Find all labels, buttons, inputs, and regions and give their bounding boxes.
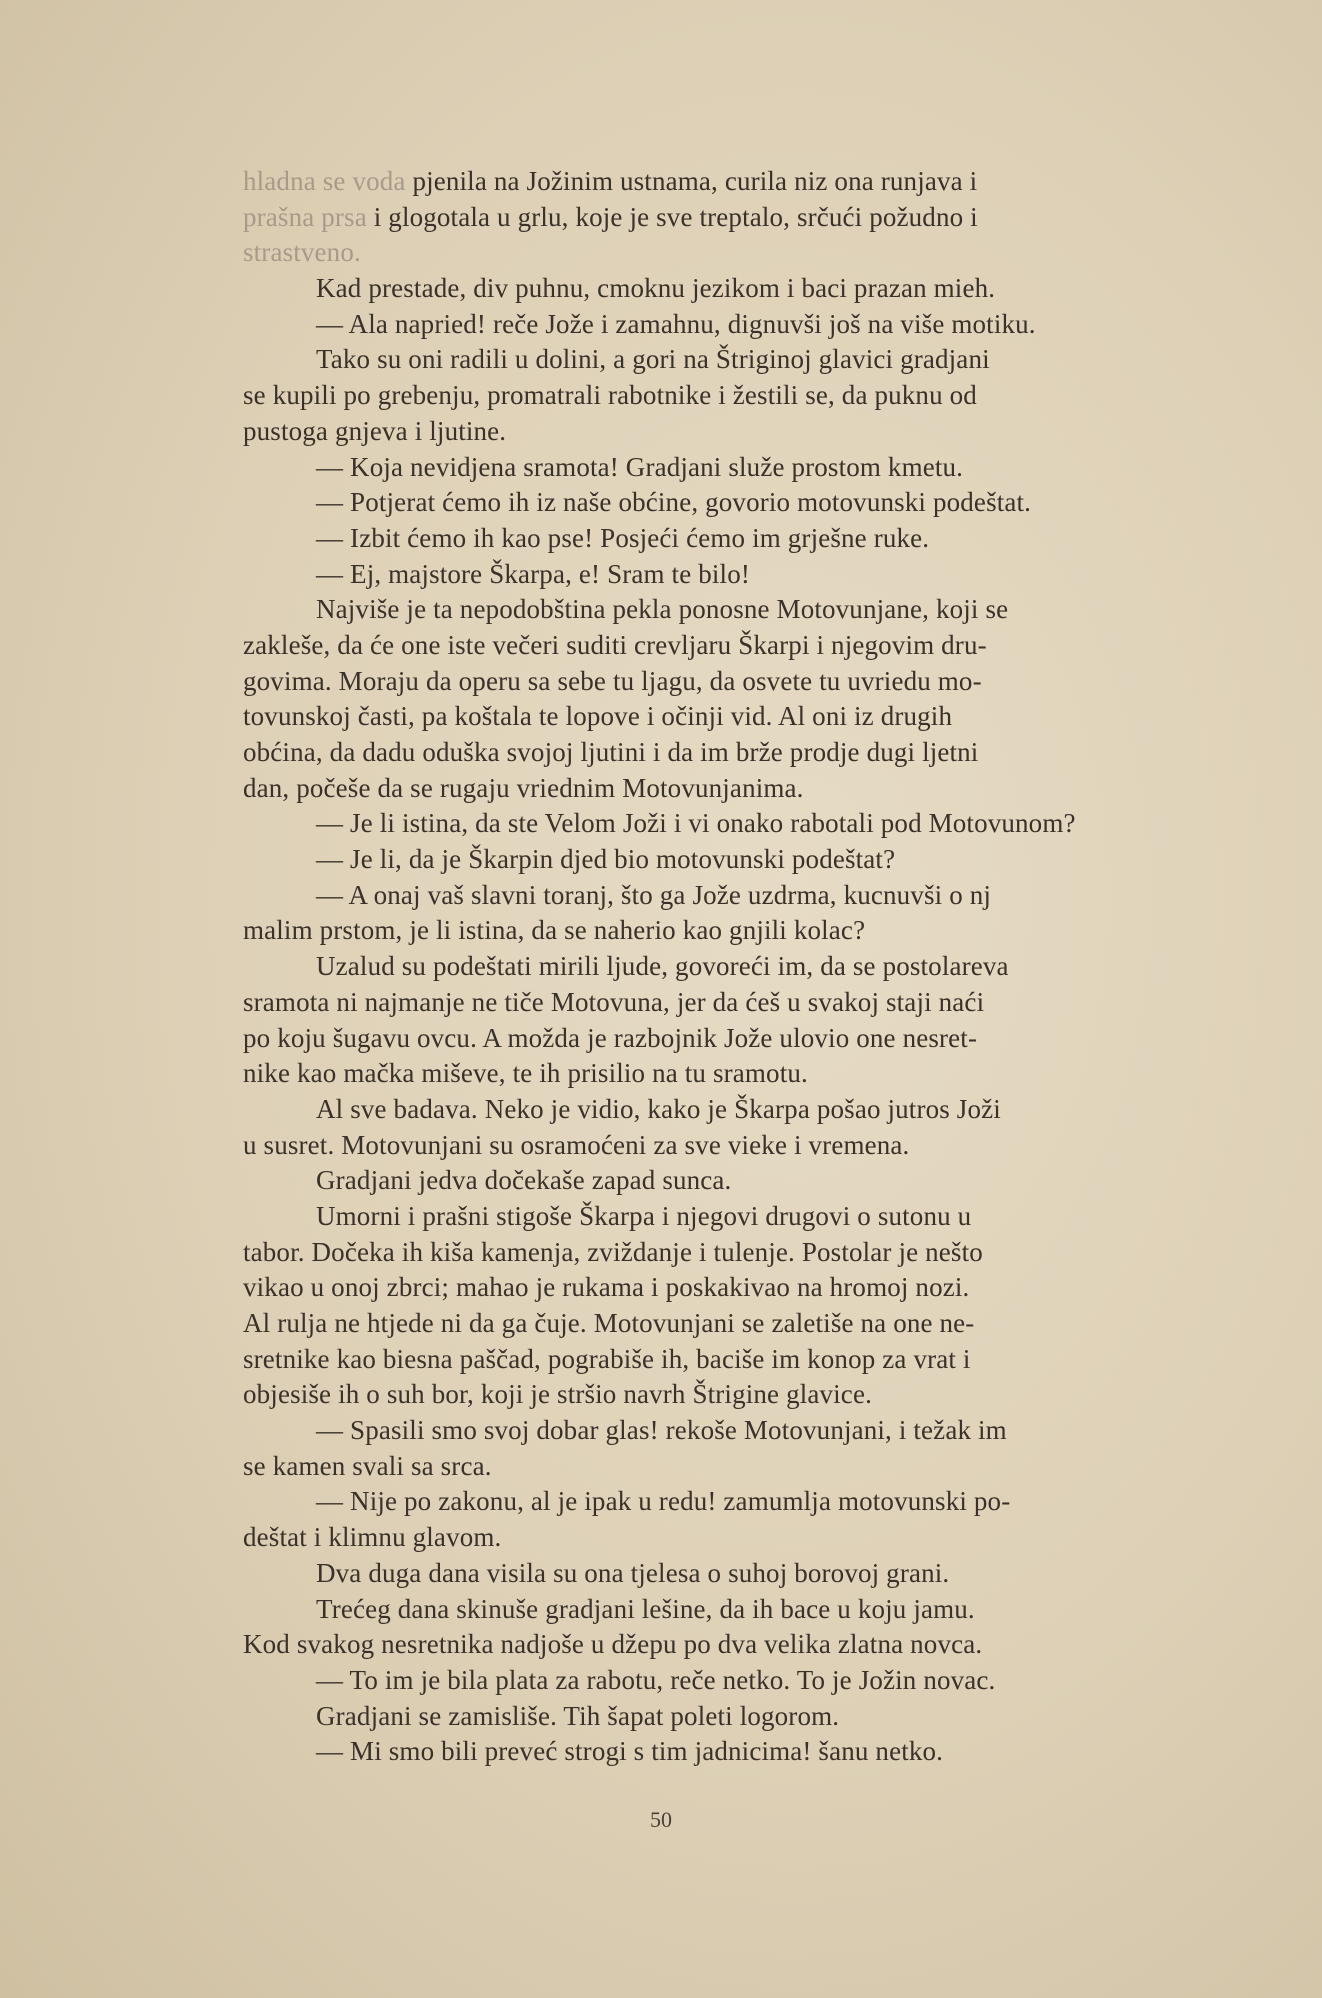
line-text: Uzalud su podeštati mirili ljude, govoreći im, da se postolareva: [316, 951, 1009, 982]
text-line: [243, 200, 1163, 236]
line-text: tovunskoj časti, pa koštala te lopove i očinji vid. Al oni iz drugih: [243, 701, 953, 732]
text-line: [243, 307, 1163, 343]
text-line: [243, 1627, 1163, 1663]
text-line: [243, 1342, 1163, 1378]
text-line: [243, 485, 1163, 521]
line-text: — Je li, da je Škarpin djed bio motovunski podeštat?: [316, 844, 896, 875]
faded-text: hladna se voda: [243, 166, 406, 196]
line-text: obćina, da dadu oduška svojoj ljutini i da im brže prodje dugi ljetni: [243, 737, 979, 767]
faded-text: strastveno.: [243, 237, 361, 268]
page-number: 50: [650, 1807, 672, 1832]
text-line: [243, 164, 1163, 200]
line-text: Al rulja ne htjede ni da ga čuje. Motovunjani se zaletiše na one ne-: [243, 1308, 975, 1338]
text-line: [243, 1163, 1163, 1199]
line-text: malim prstom, je li istina, da se naherio kao gnjili kolac?: [243, 915, 866, 946]
line-text: Gradjani se zamisliše. Tih šapat poleti logorom.: [316, 1700, 840, 1731]
text-line: [243, 342, 1163, 378]
text-line: [243, 985, 1163, 1021]
line-text: Dva duga dana visila su ona tjelesa o suhoj borovoj grani.: [316, 1557, 950, 1588]
text-line: [243, 878, 1163, 914]
line-text: — Izbit ćemo ih kao pse! Posjeći ćemo im grješne ruke.: [316, 522, 930, 553]
line-text: pjenila na Jožinim ustnama, curila niz ona runjava i: [405, 166, 978, 196]
line-text: se kupili po grebenju, promatrali rabotnike i žestili se, da puknu od: [243, 380, 977, 411]
line-text: Al sve badava. Neko je vidio, kako je Škarpa pošao jutros Joži: [316, 1093, 1001, 1124]
line-text: govima. Moraju da operu sa sebe tu ljagu, da osvete tu uvriedu mo-: [243, 665, 982, 696]
line-text: Umorni i prašni stigoše Škarpa i njegovi drugovi o sutonu u: [316, 1200, 972, 1231]
text-line: [243, 1021, 1163, 1057]
line-text: — A onaj vaš slavni toranj, što ga Jože uzdrma, kucnuvši o nj: [316, 879, 992, 910]
line-text: Najviše je ta nepodobština pekla ponosne Motovunjane, koji se: [316, 594, 1009, 625]
text-line: [243, 699, 1163, 735]
text-line: [243, 271, 1163, 307]
text-line: [243, 1663, 1163, 1699]
line-text: — Je li istina, da ste Velom Joži i vi onako rabotali pod Motovunom?: [316, 808, 1076, 839]
text-line: [243, 1449, 1163, 1485]
line-text: Trećeg dana skinuše gradjani lešine, da ih bace u koju jamu.: [316, 1593, 975, 1624]
text-line: [243, 1556, 1163, 1592]
line-text: se kamen svali sa srca.: [243, 1450, 492, 1481]
text-line: [243, 1235, 1163, 1271]
text-line: [243, 557, 1163, 593]
text-line: [243, 771, 1163, 807]
text-line: [243, 1413, 1163, 1449]
text-line: [243, 949, 1163, 985]
line-text: zakleše, da će one iste večeri suditi crevljaru Škarpi i njegovim dru-: [243, 629, 987, 660]
line-text: — To im je bila plata za rabotu, reče netko. To je Jožin novac.: [316, 1664, 996, 1695]
text-line: [243, 521, 1163, 557]
text-line: [243, 414, 1163, 450]
text-line: [243, 842, 1163, 878]
line-text: Gradjani jedva dočekaše zapad sunca.: [316, 1165, 732, 1196]
line-text: — Spasili smo svoj dobar glas! rekoše Motovunjani, i težak im: [316, 1415, 1007, 1446]
line-text: — Ala napried! reče Jože i zamahnu, dignuvši još na više motiku.: [316, 308, 1036, 339]
line-text: sramota ni najmanje ne tiče Motovuna, jer da ćeš u svakoj staji naći: [243, 986, 985, 1017]
line-text: objesiše ih o suh bor, koji je stršio navrh Štrigine glavice.: [243, 1379, 872, 1410]
line-text: pustoga gnjeva i ljutine.: [243, 415, 507, 446]
text-line: [243, 450, 1163, 486]
text-line: [243, 1128, 1163, 1164]
text-line: [243, 1306, 1163, 1342]
text-line: [243, 592, 1163, 628]
faded-text: prašna prsa: [243, 201, 367, 232]
line-text: sretnike kao biesna paščad, pograbiše ih, baciše im konop za vrat i: [243, 1343, 971, 1374]
line-text: — Ej, majstore Škarpa, e! Sram te bilo!: [316, 558, 750, 589]
text-line: [243, 1056, 1163, 1092]
text-line: [243, 664, 1163, 700]
text-line: [243, 1484, 1163, 1520]
line-text: i glogotala u grlu, koje je sve treptalo, srčući požudno i: [366, 201, 978, 232]
text-line: [243, 235, 1163, 271]
line-text: — Koja nevidjena sramota! Gradjani služe prostom kmetu.: [316, 451, 964, 482]
line-text: u susret. Motovunjani su osramoćeni za sve vieke i vremena.: [243, 1129, 910, 1160]
line-text: po koju šugavu ovcu. A možda je razbojnik Jože ulovio one nesret-: [243, 1022, 978, 1053]
text-line: [243, 628, 1163, 664]
text-line: [243, 806, 1163, 842]
text-line: [243, 1699, 1163, 1735]
line-text: — Nije po zakonu, al je ipak u redu! zamumlja motovunski po-: [316, 1486, 1011, 1517]
text-line: [243, 1270, 1163, 1306]
line-text: nike kao mačka miševe, te ih prisilio na tu sramotu.: [243, 1058, 808, 1089]
text-line: [243, 735, 1163, 771]
line-text: vikao u onoj zbrci; mahao je rukama i poskakivao na hromoj nozi.: [243, 1272, 970, 1303]
text-line: [243, 1592, 1163, 1628]
text-line: [243, 913, 1163, 949]
text-line: [243, 1520, 1163, 1556]
line-text: deštat i klimnu glavom.: [243, 1522, 502, 1553]
line-text: dan, počeše da se rugaju vriednim Motovunjanima.: [243, 772, 804, 803]
line-text: — Potjerat ćemo ih iz naše obćine, govorio motovunski podeštat.: [316, 487, 1032, 518]
text-line: [243, 1092, 1163, 1128]
body-text: [243, 164, 1163, 1770]
line-text: Kad prestade, div puhnu, cmoknu jezikom i baci prazan mieh.: [316, 273, 996, 304]
text-line: [243, 378, 1163, 414]
line-text: Kod svakog nesretnika nadjoše u džepu po dva velika zlatna novca.: [243, 1629, 983, 1660]
text-line: [243, 1734, 1163, 1770]
line-text: tabor. Dočeka ih kiša kamenja, zviždanje i tulenje. Postolar je nešto: [243, 1236, 983, 1267]
line-text: Tako su oni radili u dolini, a gori na Štriginoj glavici gradjani: [316, 344, 990, 375]
text-line: [243, 1199, 1163, 1235]
text-line: [243, 1377, 1163, 1413]
line-text: — Mi smo bili preveć strogi s tim jadnicima! šanu netko.: [316, 1736, 944, 1767]
